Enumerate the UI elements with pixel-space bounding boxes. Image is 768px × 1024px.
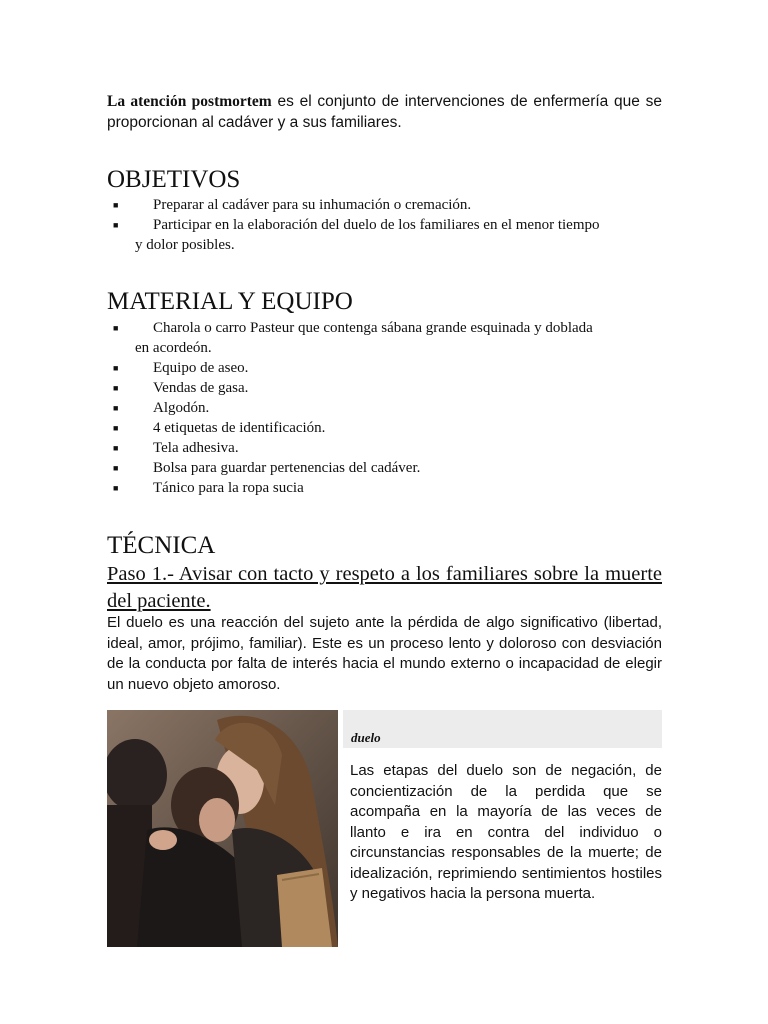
duelo-paragraph: El duelo es una reacción del sujeto ante la pérdida de algo significativo (libertad, ideal, amor, prójimo, familiar). Este es un proceso lento y doloroso con desviación de la conducta por falta de interés hacia el mundo externo o incapacidad de elegir un nuevo objeto amoroso. bbox=[107, 614, 662, 693]
list-item: ■ Equipo de aseo. bbox=[113, 360, 249, 376]
tecnica-heading: TÉCNICA bbox=[107, 532, 216, 559]
list-item: ■ Charola o carro Pasteur que contenga sábana grande esquinada y doblada en acordeón. bbox=[113, 320, 593, 356]
bullet-icon: ■ bbox=[113, 363, 119, 373]
figure-caption: duelo bbox=[351, 730, 381, 745]
list-item: ■ Preparar al cadáver para su inhumación o cremación. bbox=[113, 197, 472, 213]
figure-description: Las etapas del duelo son de negación, de concientización de la perdida que se acompaña en la mayoría de las veces de llanto e ira en contra del individuo o circunstancias responsables de la muerte; de idealización, reprimiendo sentimientos hostiles y negativos hacia la persona muerta. bbox=[350, 762, 662, 902]
objetivos-list bbox=[107, 195, 662, 255]
list-item: ■ 4 etiquetas de identificación. bbox=[113, 420, 326, 436]
list-item: ■ Participar en la elaboración del duelo de los familiares en el menor tiempo y dolor posibles. bbox=[113, 217, 600, 253]
intro-term: La atención postmortem bbox=[107, 93, 272, 110]
bullet-icon: ■ bbox=[113, 423, 119, 433]
list-item: ■ Vendas de gasa. bbox=[113, 380, 249, 396]
figure-caption-bar bbox=[343, 710, 662, 748]
bullet-icon: ■ bbox=[113, 383, 119, 393]
bullet-icon: ■ bbox=[113, 463, 119, 473]
list-item: ■ Tánico para la ropa sucia bbox=[113, 480, 304, 496]
bullet-icon: ■ bbox=[113, 443, 119, 453]
material-heading: MATERIAL Y EQUIPO bbox=[107, 288, 353, 315]
bullet-icon: ■ bbox=[113, 483, 119, 493]
bullet-icon: ■ bbox=[113, 220, 119, 230]
objetivos-heading: OBJETIVOS bbox=[107, 166, 241, 193]
intro-text: es el conjunto de intervenciones de enfermería que se proporcionan al cadáver y a sus familiares. bbox=[107, 93, 662, 131]
bullet-icon: ■ bbox=[113, 403, 119, 413]
step-1-heading: Paso 1.- Avisar con tacto y respeto a los familiares sobre la muerte del paciente. bbox=[107, 563, 662, 612]
material-list bbox=[107, 318, 662, 498]
list-item: ■ Algodón. bbox=[113, 400, 210, 416]
bullet-icon: ■ bbox=[113, 323, 119, 333]
intro-paragraph bbox=[107, 91, 662, 133]
list-item: ■ Tela adhesiva. bbox=[113, 440, 239, 456]
bullet-icon: ■ bbox=[113, 200, 119, 210]
list-item: ■ Bolsa para guardar pertenencias del cadáver. bbox=[113, 460, 421, 476]
grieving-women-photo bbox=[107, 710, 338, 947]
